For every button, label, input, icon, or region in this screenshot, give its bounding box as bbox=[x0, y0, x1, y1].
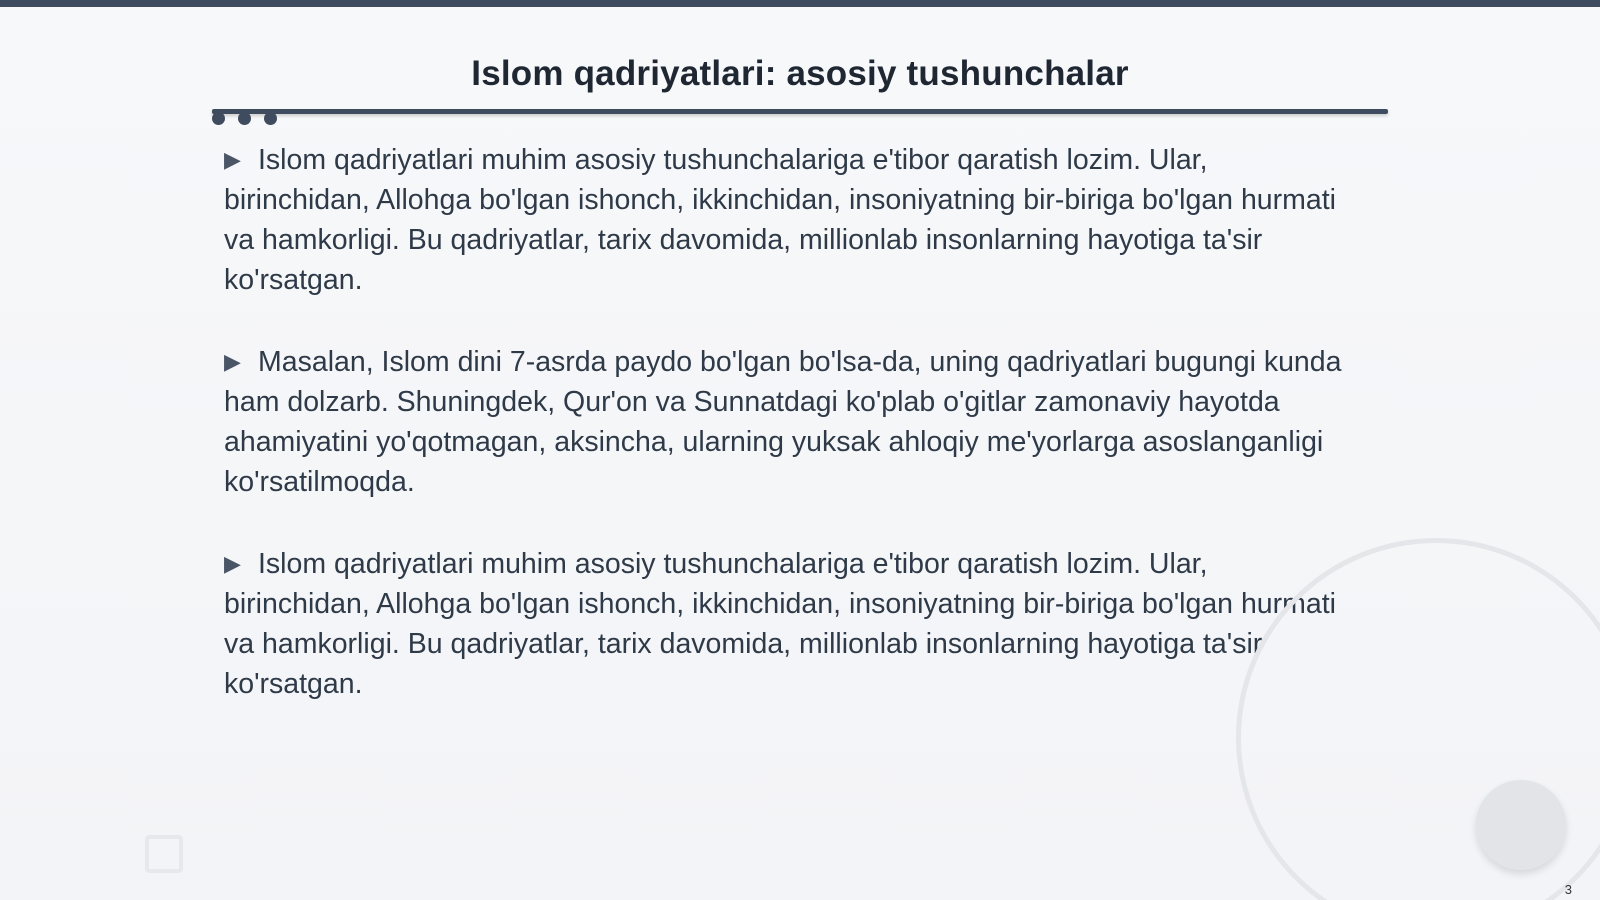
bullet-arrow-icon: ▶ bbox=[224, 551, 241, 576]
top-accent-bar bbox=[0, 0, 1600, 7]
decorative-dot bbox=[212, 112, 225, 125]
bullet-paragraph bbox=[224, 342, 1344, 502]
paragraph-text: Islom qadriyatlari muhim asosiy tushunchalariga e'tibor qaratish lozim. Ular, birinchidan, Allohga bo'lgan ishonch, ikkinchidan, insoniyatning bir-biriga bo'lgan hurmati va hamkorligi. Bu qadriyatlar, tarix davomida, millionlab insonlarning hayotiga ta'sir ko'rsatgan. bbox=[224, 144, 1336, 296]
bullet-paragraph bbox=[224, 544, 1344, 704]
bullet-arrow-icon: ▶ bbox=[224, 147, 241, 172]
decorative-dot bbox=[264, 112, 277, 125]
bullet-arrow-icon: ▶ bbox=[224, 349, 241, 374]
slide-title: Islom qadriyatlari: asosiy tushunchalar bbox=[471, 54, 1129, 93]
page-number: 3 bbox=[1564, 882, 1572, 897]
paragraph-text: Masalan, Islom dini 7-asrda paydo bo'lgan bo'lsa-da, uning qadriyatlari bugungi kunda ham dolzarb. Shuningdek, Qur'on va Sunnatdagi ko'plab o'gitlar zamonaviy hayotda ahamiyatini yo'qotmagan, aksincha, ularning yuksak ahloqiy me'yorlarga asoslanganligi ko'rsatilmoqda. bbox=[224, 346, 1342, 498]
decorative-square bbox=[145, 835, 183, 873]
decorative-circle bbox=[1476, 780, 1566, 870]
decorative-dot bbox=[238, 112, 251, 125]
bullet-paragraph bbox=[224, 140, 1344, 300]
paragraph-text: Islom qadriyatlari muhim asosiy tushunchalariga e'tibor qaratish lozim. Ular, birinchidan, Allohga bo'lgan ishonch, ikkinchidan, insoniyatning bir-biriga bo'lgan hurmati va hamkorligi. Bu qadriyatlar, tarix davomida, millionlab insonlarning hayotiga ta'sir ko'rsatgan. bbox=[224, 548, 1336, 700]
title-underline bbox=[212, 109, 1388, 114]
slide-body bbox=[224, 140, 1344, 746]
